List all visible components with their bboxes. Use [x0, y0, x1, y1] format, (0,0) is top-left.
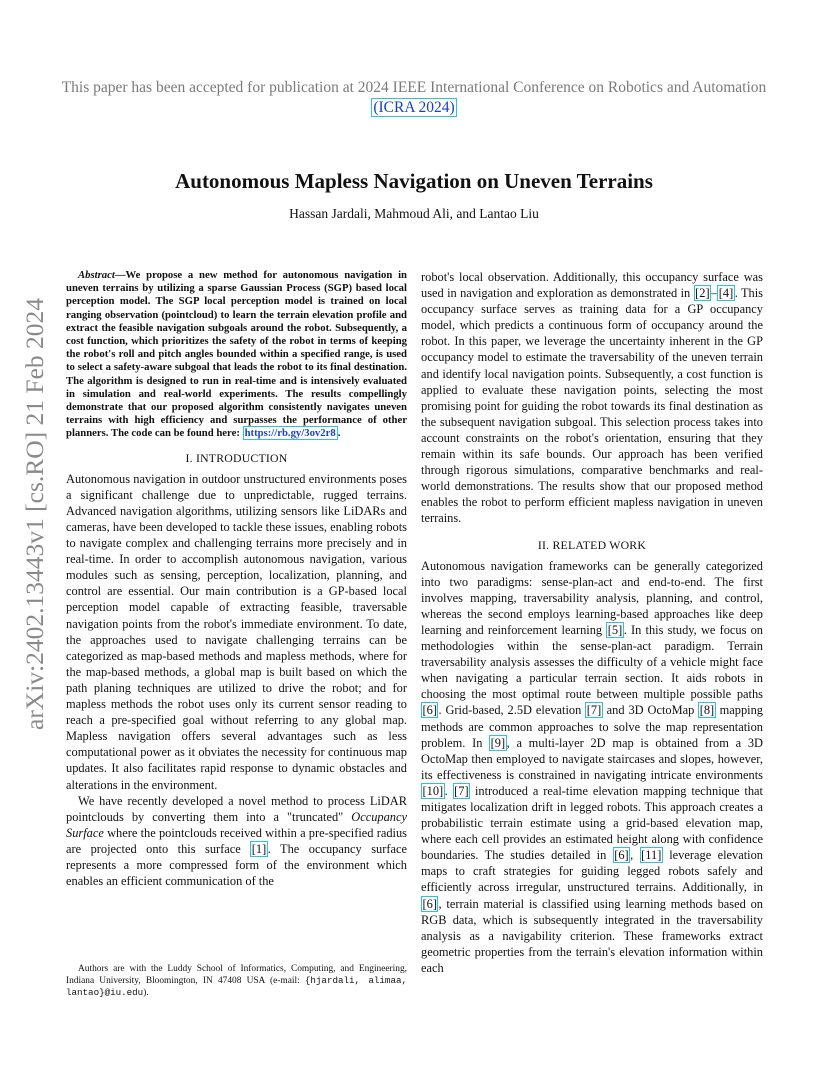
right-column — [421, 269, 763, 976]
citation-link[interactable]: [7] — [586, 703, 602, 718]
text-run: mapping methods are common approaches to solve the map representation problem. In — [421, 703, 763, 750]
section-heading-introduction: I. INTRODUCTION — [185, 450, 288, 465]
text-run: , a multi-layer 2D map is obtained from a 3D OctoMap then employed to navigate staircases and slopes, however, its effectiveness is constrained in navigating intricate environments — [421, 735, 763, 782]
icra-link[interactable]: (ICRA 2024) — [373, 99, 455, 116]
text-run: . In this study, we focus on methodologies within the sense-plan-act paradigm. Terrain traversability analysis assesses the difficulty of a vehicle might face when navigating a particular terrain section. It aids robots in choosing the most optimal route between multiple possible paths — [421, 622, 763, 702]
text-run: and 3D OctoMap — [602, 703, 699, 718]
citation-link[interactable]: [6] — [614, 848, 629, 863]
related-work-paragraph — [421, 558, 763, 976]
text-run: . Grid-based, 2.5D elevation — [438, 703, 586, 718]
text-run: where the pointclouds received within a pre-specified radius are projected onto this surface — [66, 825, 407, 856]
abstract — [66, 269, 407, 441]
author-footnote — [66, 963, 407, 999]
text-run: – — [711, 286, 718, 301]
text-run: . The occupancy surface represents a more compressed form of the environment which enables an efficient communication of the — [66, 841, 407, 889]
intro-paragraph-3 — [421, 269, 763, 527]
text-run: introduced a real-time elevation mapping technique that mitigates localization drift in legged robots. This approach creates a probabilistic terrain estimate using a grid-based elevation map, where each cell provides an estimated height along with confidence boundaries. The studies detailed in — [421, 783, 763, 863]
text-run: leverage elevation maps to craft strategies for guiding legged robots safely and efficiently across irregular, unstructured terrains. Additionally, in — [421, 848, 763, 895]
citation-link[interactable]: [2] — [695, 286, 710, 301]
publication-notice — [60, 78, 768, 118]
citation-link[interactable]: [5] — [607, 622, 623, 637]
footnote-emails: {hjardali, alimaa, lantao}@iu.edu — [66, 975, 407, 998]
paper-title: Autonomous Mapless Navigation on Uneven Terrains — [175, 169, 653, 193]
citation-link[interactable]: [4] — [718, 286, 734, 301]
text-run: , terrain material is classified using learning methods based on RGB data, which is subsequently integrated in the traversability analysis as a navigability criterion. These frameworks extract geometric properties from the terrain's elevation information within each — [421, 896, 763, 975]
citation-link[interactable]: [11] — [641, 848, 662, 863]
text-run: Autonomous navigation frameworks can be generally categorized into two paradigms: sense-plan-act and end-to-end. The first involves mapping, traversability analysis, planning, and control, whereas the second employs learning-based approaches like deep learning and reinforcement learning — [421, 558, 763, 637]
left-column — [66, 269, 407, 889]
text-run: We have recently developed a novel method to process LiDAR pointclouds by converting them into a "truncated" — [66, 793, 407, 824]
abstract-end: . — [337, 427, 341, 440]
citation-link[interactable]: [1] — [251, 841, 267, 856]
text-run: . — [444, 783, 453, 798]
citation-link[interactable]: [10] — [422, 783, 444, 798]
arxiv-stamp: arXiv:2402.13443v1 [cs.RO] 21 Feb 2024 — [20, 297, 49, 730]
italic-term: Occupancy Surface — [66, 809, 407, 840]
footnote-text: Authors are with the Luddy School of Informatics, Computing, and Engineering, Indiana University, Bloomington, IN 47408 USA (e-mail: — [66, 964, 407, 986]
notice-text: This paper has been accepted for publication at 2024 IEEE International Conference on Robotics and Automation — [61, 79, 767, 96]
intro-paragraph-1: Autonomous navigation in outdoor unstructured environments poses a significant challenge due to unpredictable, rugged terrains. Advanced navigation algorithms, utilizing sensors like LiDARs and cameras, have been developed to tackle these issues, enabling robots to navigate complex and challenging terrains more precisely and in real-time. In order to accomplish autonomous navigation, various modules such as sensing, perception, localization, planning, and control are essential. Our main contribution is a GP-based local perception model capable of extracting feasible, traversable navigation points from the robot's immediate environment. To date, the approaches used to navigate challenging terrains can be categorized as map-based methods and mapless methods, where for the map-based methods, a global map is built based on which the path planing techniques are utilized to drive the robot; and for mapless methods the robot uses only its current sensor reading to reach a pre-specified goal without referring to any global map. Mapless navigation offers several advantages such as less computational power as it obviates the necessity for continuous map updates. It also facilitates rapid response to dynamic obstacles and alterations in the environment. — [66, 471, 407, 792]
text-run: . This occupancy surface serves as training data for a GP occupancy model, which predicts a continuous form of occupancy around the robot. In this paper, we leverage the uncertainty inherent in the GP occupancy model to estimate the traversability of the uneven terrain and identify local navigation points. Subsequently, a cost function is applied to evaluate these navigation points, selecting the most promising point for guiding the robot towards its final destination as the subsequent navigation subgoal. This selection process takes into account constraints on the robot's orientation, ensuring that they remain within its safe bounds. Our approach has been verified through rigorous simulations, comparative benchmarks and real-world demonstrations. The results show that our proposed method enables the robot to perform efficient mapless navigation in uneven terrains. — [421, 286, 764, 526]
footnote-end: ). — [143, 988, 149, 998]
citation-link[interactable]: [8] — [699, 703, 715, 718]
citation-link[interactable]: [9] — [490, 735, 506, 750]
section-heading-related-work: II. RELATED WORK — [537, 537, 647, 552]
text-run: , — [630, 848, 640, 863]
intro-paragraph-2 — [66, 793, 407, 890]
abstract-lead: Abstract — [78, 269, 115, 281]
citation-link[interactable]: [6] — [422, 703, 437, 718]
citation-link[interactable]: [7] — [454, 783, 469, 798]
abstract-text: —We propose a new method for autonomous navigation in uneven terrains by utilizing a sparse Gaussian Process (SGP) based local perception model. The SGP local perception model is trained on local ranging observation (pointcloud) to learn the terrain elevation profile and extract the feasible navigation subgoals around the robot. Subsequently, a cost function, which prioritizes the safety of the robot in terms of keeping the robot's roll and pitch angles bounded within a specified range, is used to select a safety-aware subgoal that leads the robot to its final destination. The algorithm is designed to run in real-time and is intensively evaluated in simulation and real-world experiments. The results compellingly demonstrate that our proposed algorithm consistently navigates uneven terrains with high efficiency and surpasses the performance of other planners. The code can be found here: — [66, 269, 407, 440]
text-run: robot's local observation. Additionally, this occupancy surface was used in navigation and exploration as demonstrated in — [421, 270, 763, 301]
author-list: Hassan Jardali, Mahmoud Ali, and Lantao Liu — [289, 206, 539, 221]
code-link[interactable]: https://rb.gy/3ov2r8 — [244, 427, 336, 440]
citation-link[interactable]: [6] — [422, 896, 437, 911]
